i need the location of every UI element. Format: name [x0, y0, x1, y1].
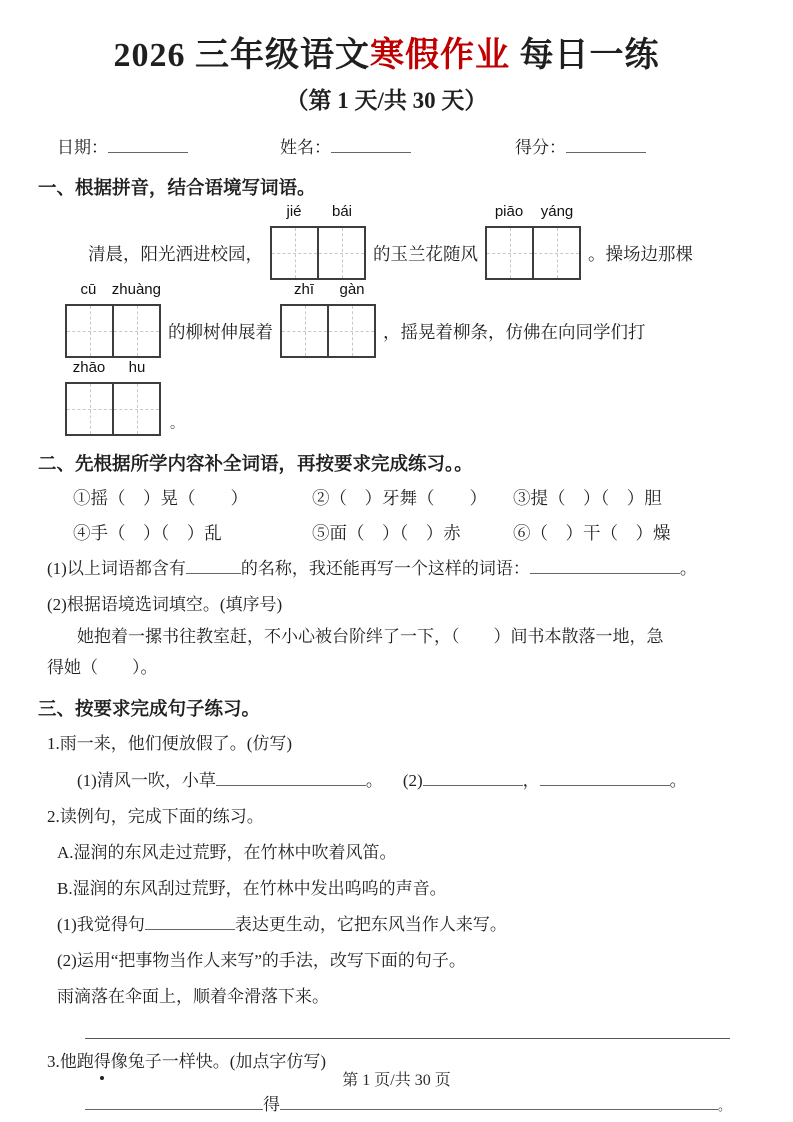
name-blank: [331, 135, 411, 153]
pinyin-syllable: zhī: [293, 281, 314, 299]
tian-cell: [487, 228, 532, 278]
item2-q2: (2)运用“把事物当作人来写”的手法，改写下面的句子。: [57, 951, 466, 971]
line3-period: 。: [170, 417, 184, 433]
section2-word-row1: [38, 485, 735, 511]
item2-q1-text2: 表达更生动，它把东风当作人来写。: [234, 915, 507, 935]
q1-blank2: [530, 556, 680, 574]
item2-example-b: B.湿润的东风刮过荒野，在竹林中发出呜呜的声音。: [57, 879, 447, 899]
item2-q1-blank: [145, 912, 235, 930]
item3-text2: 像兔子一样快。(加点字仿写): [110, 1052, 327, 1072]
line1-text1: 清晨，阳光洒进校园，: [88, 243, 263, 264]
item3-text1: 3.他跑: [47, 1052, 94, 1072]
date-blank: [108, 135, 188, 153]
tian-cell: [532, 228, 579, 278]
name-field: [280, 133, 411, 158]
tian-grid: [485, 226, 581, 280]
pinyin-writing-box-jiebai: [270, 203, 366, 280]
item1-sub-text3: (2): [402, 771, 423, 791]
word-item: ⑥（ ）干（ ）燥: [513, 523, 671, 544]
item1-blank1: [216, 768, 366, 786]
line2-text2: ，摇晃着柳条，仿佛在向同学们打: [383, 321, 646, 342]
word-item: ③提（ ）（ ）胆: [513, 488, 662, 509]
pinyin-syllable: jié: [286, 203, 302, 221]
item2-example-a: A.湿润的东风走过荒野，在竹林中吹着风笛。: [57, 843, 397, 863]
name-label: 姓名：: [280, 138, 331, 158]
item3-answer-period: 。: [718, 1098, 732, 1114]
section3-item1-sub: [38, 767, 735, 794]
section2-heading: 二、先根据所学内容补全词语，再按要求完成练习。。: [38, 453, 473, 475]
answer-line: [85, 1036, 730, 1039]
q1-text1: (1)以上词语都含有: [47, 559, 186, 579]
pinyin-syllable: bái: [331, 203, 353, 221]
date-label: 日期：: [57, 138, 108, 158]
page-footer: 第 1 页/共 30 页: [342, 1072, 451, 1089]
tian-cell: [67, 306, 112, 356]
item3-answer-row: [38, 1091, 735, 1119]
item3-answer-blank-left: [85, 1092, 263, 1110]
section2-q1: [38, 555, 735, 582]
tian-cell: [67, 384, 112, 434]
tian-grid: [65, 304, 161, 358]
pinyin-label: [270, 203, 366, 220]
item3-answer-blank-right: [280, 1092, 718, 1110]
section3-item2: 2.读例句，完成下面的练习。: [47, 807, 264, 827]
item3-answer-mid: 得: [263, 1095, 280, 1115]
tian-cell: [112, 306, 159, 356]
pinyin-syllable: hu: [128, 359, 146, 377]
section2-q2-sentence-line1: 她抱着一摞书往教室赶，不小心被台阶绊了一下，（ ）间书本散落一地，急: [77, 627, 664, 647]
pinyin-writing-box-zhigan: [280, 281, 376, 358]
pinyin-writing-box-cuzhuang: [65, 281, 161, 358]
score-field: [515, 133, 646, 158]
word-item: ②（ ）牙舞（ ）: [312, 488, 487, 509]
section2-word-row2: [38, 520, 735, 546]
item1-blank2: [423, 768, 523, 786]
section1-line1: [38, 203, 735, 280]
title-highlight: 寒假作业: [370, 37, 510, 74]
date-field: [57, 133, 188, 158]
section2-q2: (2)根据语境选词填空。(填序号): [47, 595, 283, 615]
word-item: ⑤面（ ）（ ）赤: [312, 523, 461, 544]
page-title: [38, 34, 735, 78]
section1-heading: 一、根据拼音，结合语境写词语。: [38, 177, 316, 199]
section3-item1: 1.雨一来，他们便放假了。(仿写): [47, 734, 293, 754]
section1-line3: [38, 359, 735, 436]
item1-sub-text2: 。: [365, 771, 383, 791]
line1-text2: 的玉兰花随风: [373, 243, 478, 264]
header-fields: [57, 133, 735, 158]
pinyin-label: [485, 203, 581, 220]
item2-q1: [38, 912, 735, 938]
section2-q2-sentence-line2: 得她（ ）。: [47, 658, 158, 678]
item1-blank3: [540, 768, 670, 786]
pinyin-syllable: cū: [80, 281, 97, 299]
pinyin-label: [280, 281, 376, 298]
item1-sub-text1: (1)清风一吹，小草: [77, 771, 216, 791]
tian-cell: [317, 228, 364, 278]
tian-cell: [282, 306, 327, 356]
pinyin-syllable: piāo: [494, 203, 524, 221]
item2-q1-text1: (1)我觉得句: [57, 915, 145, 935]
word-item: ①摇（ ）晃（ ）: [73, 488, 248, 509]
item3-dotted-char: 得: [94, 1049, 111, 1075]
title-suffix: 每日一练: [510, 37, 660, 74]
item1-sub-text5: 。: [669, 771, 687, 791]
section3-heading: 三、按要求完成句子练习。: [38, 698, 261, 720]
pinyin-syllable: zhuàng: [111, 281, 161, 299]
section1-line2: [38, 281, 735, 358]
tian-cell: [272, 228, 317, 278]
score-blank: [566, 135, 646, 153]
tian-cell: [112, 384, 159, 434]
item2-rewrite-sentence: 雨滴落在伞面上，顺着伞滑落下来。: [57, 987, 329, 1007]
q1-blank1: [186, 556, 241, 574]
tian-grid: [280, 304, 376, 358]
pinyin-syllable: zhāo: [72, 359, 106, 377]
q1-text3: 。: [679, 559, 697, 579]
pinyin-label: [65, 359, 161, 376]
tian-grid: [270, 226, 366, 280]
score-label: 得分：: [515, 138, 566, 158]
tian-cell: [327, 306, 374, 356]
line2-text1: 的柳树伸展着: [168, 321, 273, 342]
pinyin-syllable: yáng: [540, 203, 574, 221]
pinyin-syllable: gàn: [339, 281, 365, 299]
word-item: ④手（ ）（ ）乱: [73, 523, 222, 544]
title-prefix: 2026 三年级语文: [113, 37, 370, 74]
pinyin-writing-box-piaoyang: [485, 203, 581, 280]
tian-grid: [65, 382, 161, 436]
line1-text3: 。操场边那棵: [588, 243, 693, 264]
item1-sub-text4: ，: [522, 771, 540, 791]
page-subtitle: （第 1 天/共 30 天）: [285, 88, 488, 114]
q1-text2: 的名称，我还能再写一个这样的词语：: [240, 559, 530, 579]
pinyin-label: [65, 281, 161, 298]
pinyin-writing-box-zhaohu: [65, 359, 161, 436]
